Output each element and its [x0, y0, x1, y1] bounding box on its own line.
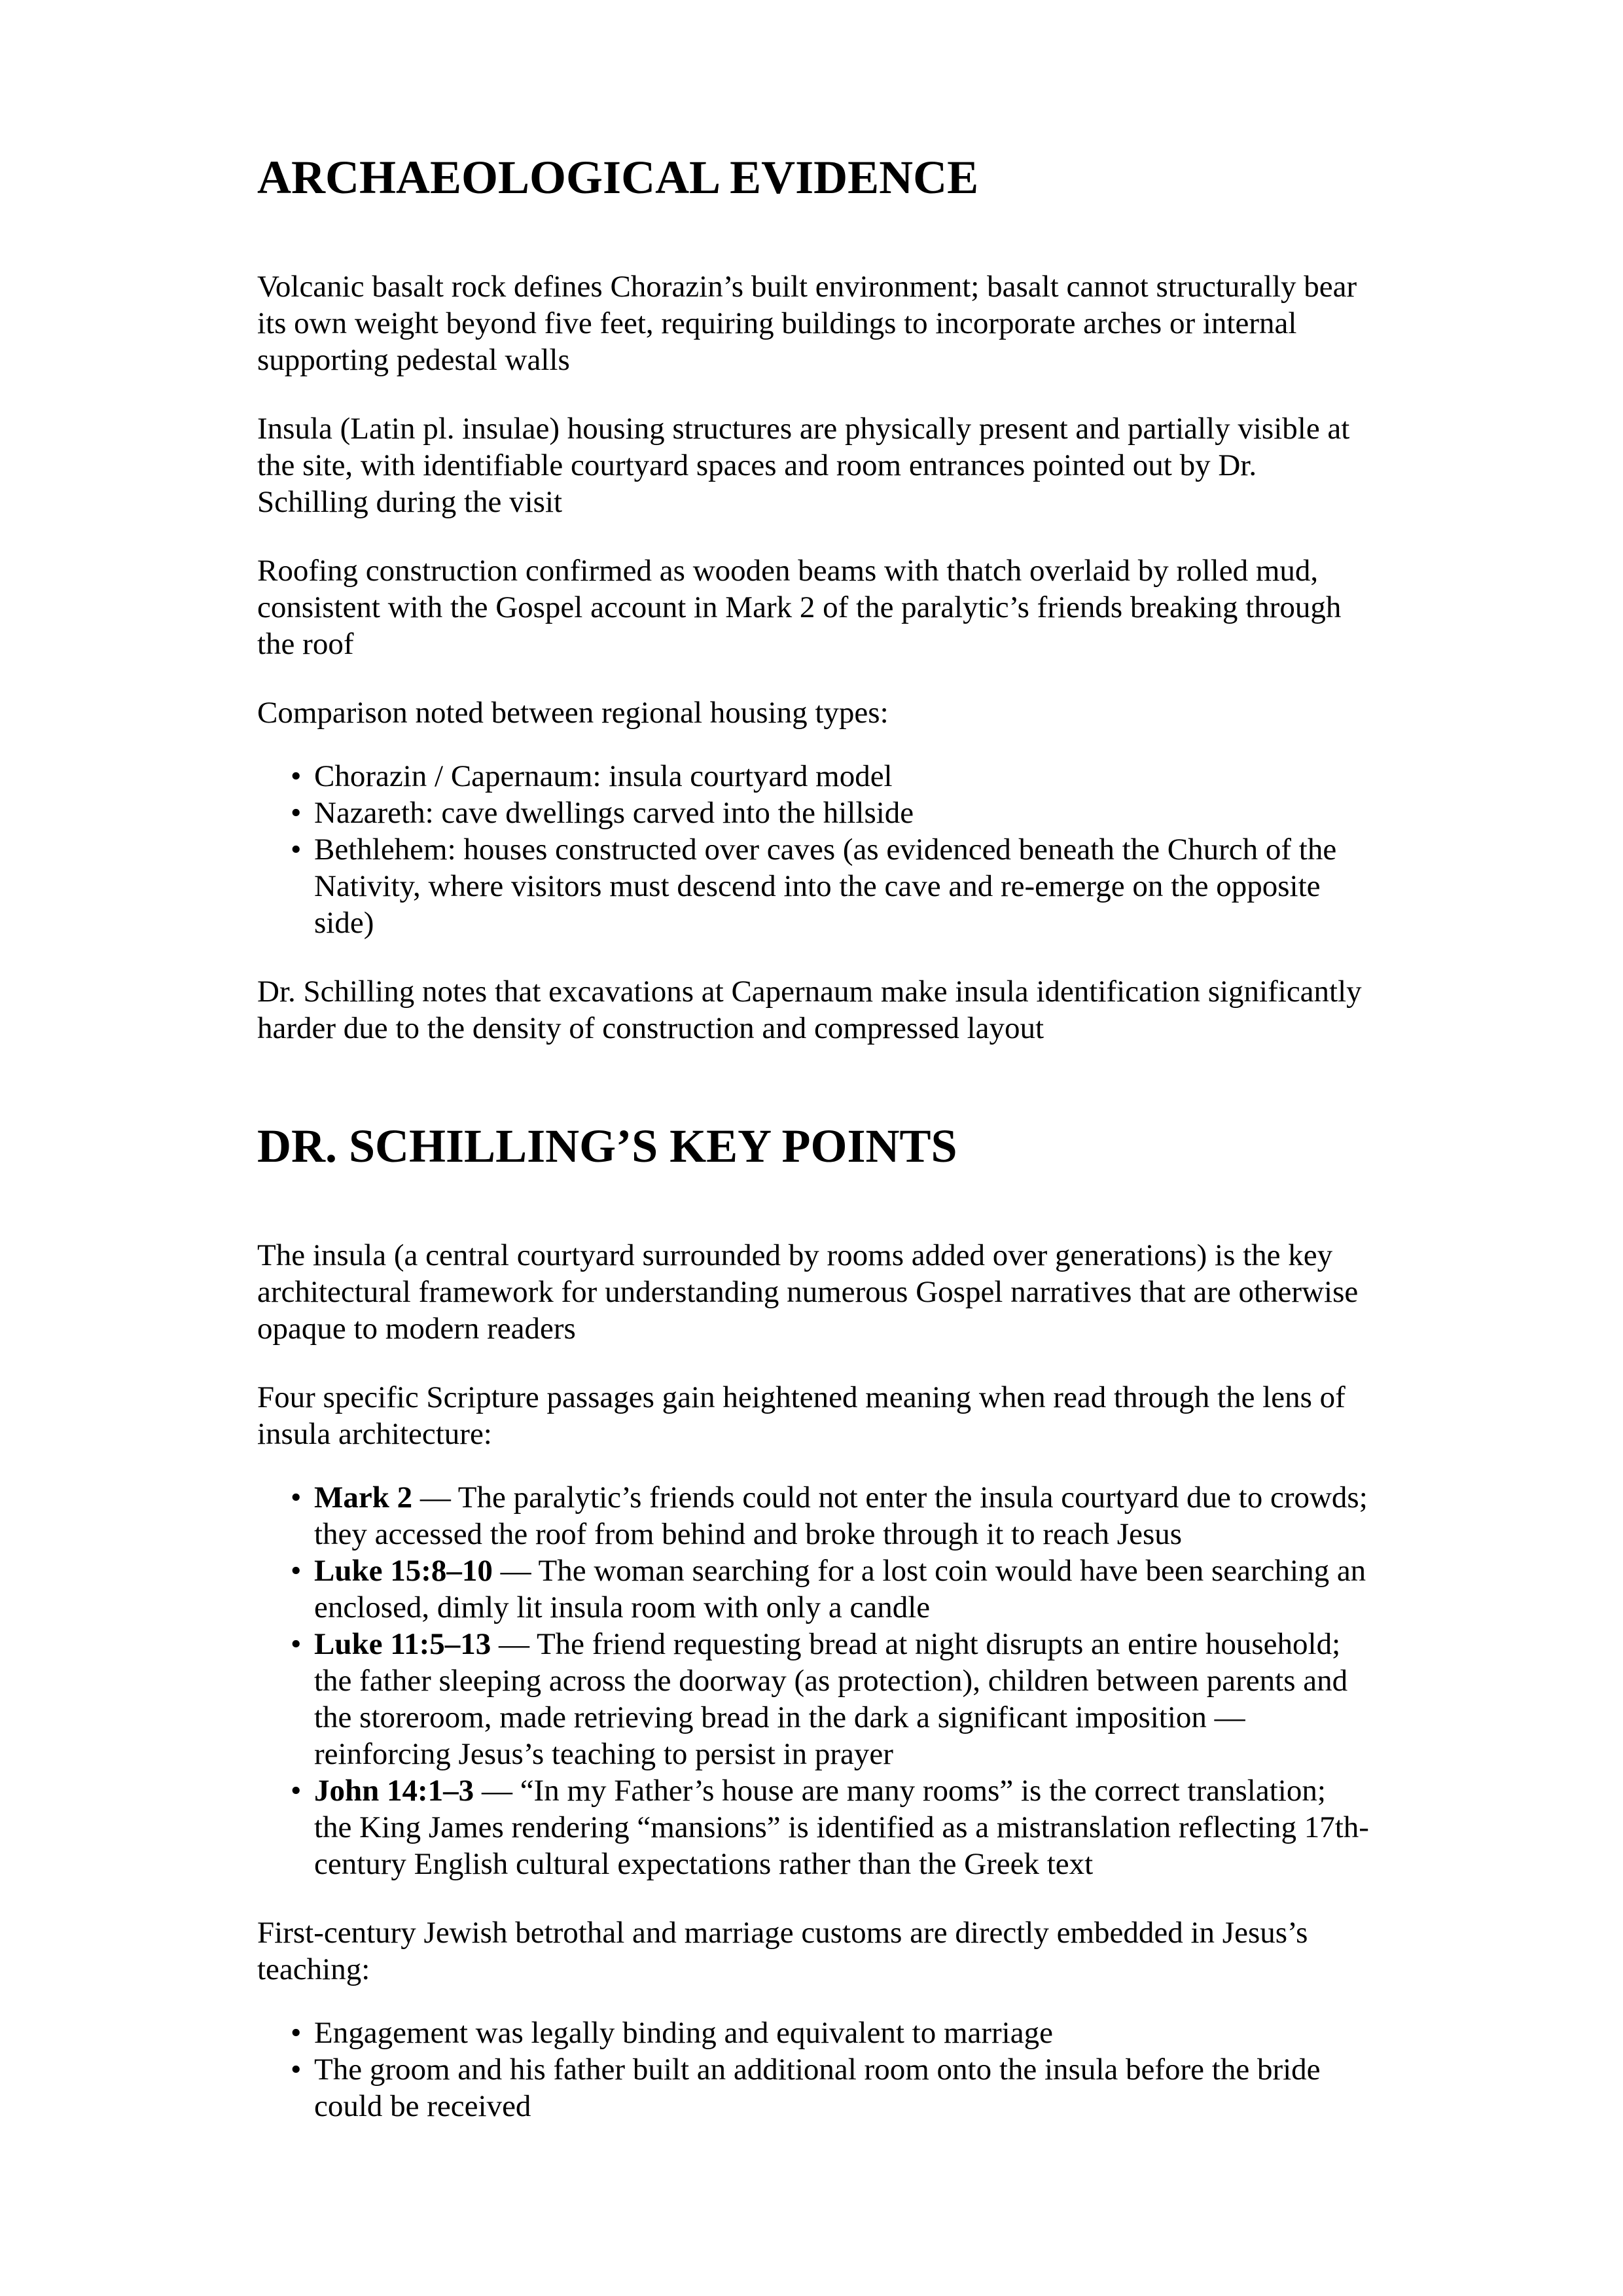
list-item: • Luke 11:5–13 — The friend requesting bread at night disrupts an entire household; the father sleeping across the doorway (as protection), children between parents and the storeroom, made retrieving bread in the dark a significant imposition — reinforcing Jesus’s teaching to persist in prayer [291, 1627, 1348, 1771]
list-item: • The groom and his father built an additional room onto the insula before the bride could be received [291, 2053, 1321, 2123]
bullet-glyph: • [291, 1480, 302, 1515]
paragraph-capernaum-excavations: Dr. Schilling notes that excavations at Capernaum make insula identification significantly harder due to the density of construction and compressed layout [257, 975, 1362, 1045]
list-item: • Engagement was legally binding and equivalent to marriage [291, 2016, 1053, 2050]
bullet-glyph: • [291, 1627, 302, 1661]
paragraph-comparison: Comparison noted between regional housing types: [257, 696, 889, 730]
paragraph-basalt: Volcanic basalt rock defines Chorazin’s built environment; basalt cannot structurally bear its own weight beyond five feet, requiring buildings to incorporate arches or internal supporting pedestal walls [257, 270, 1357, 377]
section-heading-archaeological-evidence: ARCHAEOLOGICAL EVIDENCE [257, 151, 979, 204]
scripture-reference: Mark 2 [314, 1480, 413, 1515]
scripture-reference: Luke 11:5–13 [314, 1627, 491, 1661]
list-item: • Nazareth: cave dwellings carved into the hillside [291, 796, 914, 830]
bullet-glyph: • [291, 2053, 302, 2087]
paragraph-insula-structures: Insula (Latin pl. insulae) housing structures are physically present and partially visible at the site, with identifiable courtyard spaces and room entrances pointed out by Dr. Schilling during the visit [257, 412, 1350, 519]
housing-types-list [257, 758, 1370, 941]
bullet-glyph: • [291, 796, 302, 830]
bullet-glyph: • [291, 1774, 302, 1808]
marriage-customs-list [257, 2015, 1370, 2125]
list-item: • John 14:1–3 — “In my Father’s house are many rooms” is the correct translation; the King James rendering “mansions” is identified as a mistranslation reflecting 17th-century English cultural expectations rather than the Greek text [291, 1774, 1369, 1881]
list-item: • Mark 2 — The paralytic’s friends could not enter the insula courtyard due to crowds; they accessed the roof from behind and broke through it to reach Jesus [291, 1480, 1368, 1551]
paragraph-insula-framework: The insula (a central courtyard surrounded by rooms added over generations) is the key architectural framework for understanding numerous Gospel narratives that are otherwise opaque to modern readers [257, 1238, 1359, 1346]
paragraph-four-passages: Four specific Scripture passages gain heightened meaning when read through the lens of insula architecture: [257, 1380, 1346, 1451]
scripture-passages-list [257, 1479, 1370, 1882]
list-item: • Chorazin / Capernaum: insula courtyard model [291, 759, 893, 793]
document-page [257, 149, 1370, 2125]
paragraph-betrothal-customs: First-century Jewish betrothal and marriage customs are directly embedded in Jesus’s teaching: [257, 1916, 1308, 1986]
bullet-glyph: • [291, 833, 302, 867]
section-heading-key-points: DR. SCHILLING’S KEY POINTS [257, 1120, 957, 1172]
bullet-glyph: • [291, 2016, 302, 2050]
paragraph-roofing: Roofing construction confirmed as wooden beams with thatch overlaid by rolled mud, consistent with the Gospel account in Mark 2 of the paralytic’s friends breaking through the roof [257, 554, 1342, 661]
scripture-reference: John 14:1–3 [314, 1774, 474, 1808]
bullet-glyph: • [291, 759, 302, 793]
bullet-glyph: • [291, 1554, 302, 1588]
scripture-reference: Luke 15:8–10 [314, 1554, 493, 1588]
list-item: • Bethlehem: houses constructed over caves (as evidenced beneath the Church of the Nativity, where visitors must descend into the cave and re-emerge on the opposite side) [291, 833, 1337, 940]
list-item: • Luke 15:8–10 — The woman searching for a lost coin would have been searching an enclosed, dimly lit insula room with only a candle [291, 1554, 1366, 1624]
